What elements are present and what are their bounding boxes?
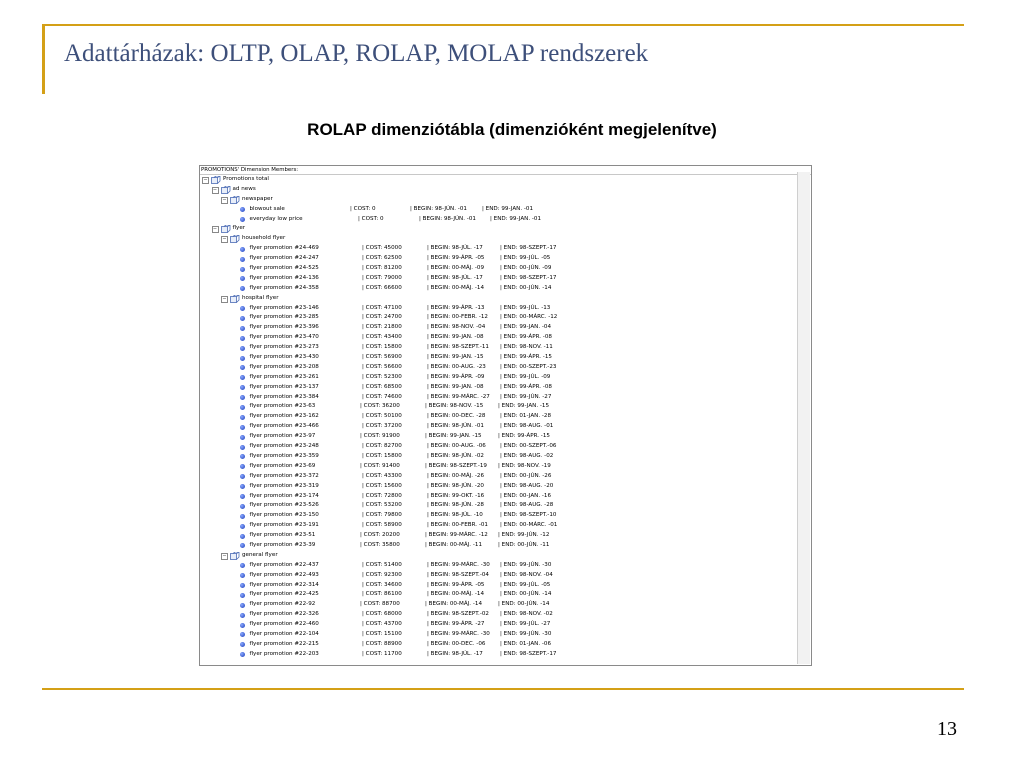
member-end-date: | END: 00-SZEPT.-06 <box>500 443 557 450</box>
member-dot-icon <box>240 445 245 450</box>
member-end-date: | END: 99-ÁPR. -15 <box>500 354 552 361</box>
member-end-date: | END: 00-MÁRC. -12 <box>500 314 558 321</box>
tree-node-label: hospital flyer <box>242 294 279 301</box>
member-label: flyer promotion #24-525 <box>249 265 319 272</box>
tree-leaf[interactable] <box>200 650 811 660</box>
member-dot-icon <box>240 276 245 281</box>
member-dot-icon <box>240 415 245 420</box>
member-dot-icon <box>240 583 245 588</box>
tree-leaf[interactable] <box>200 353 811 363</box>
member-label: flyer promotion #22-92 <box>249 601 316 608</box>
member-begin-date: | BEGIN: 00-MÁJ. -09 <box>427 265 484 272</box>
member-end-date: | END: 99-JÚN. -12 <box>498 532 550 539</box>
member-cost: | COST: 92300 <box>362 571 402 578</box>
member-cost: | COST: 53200 <box>362 502 402 509</box>
member-cost: | COST: 36200 <box>360 403 400 410</box>
tree-leaf[interactable] <box>200 313 811 323</box>
member-begin-date: | BEGIN: 00-MÁJ. -11 <box>425 541 482 548</box>
member-label: flyer promotion #22-425 <box>249 591 319 598</box>
member-cost: | COST: 66600 <box>362 284 402 291</box>
member-cost: | COST: 15100 <box>362 630 402 637</box>
member-cost: | COST: 74600 <box>362 393 402 400</box>
member-begin-date: | BEGIN: 99-JAN. -15 <box>425 433 482 440</box>
member-label: flyer promotion #23-97 <box>249 433 316 440</box>
member-begin-date: | BEGIN: 99-ÁPR. -05 <box>427 581 485 588</box>
member-begin-date: | BEGIN: 99-JAN. -08 <box>427 334 484 341</box>
member-dot-icon <box>240 543 245 548</box>
panel-scrollbar[interactable] <box>797 172 810 664</box>
tree-leaf[interactable] <box>200 521 811 531</box>
tree-leaf[interactable] <box>200 412 811 422</box>
member-dot-icon <box>240 464 245 469</box>
member-end-date: | END: 99-JAN. -15 <box>498 403 550 410</box>
tree-node[interactable] <box>200 551 811 561</box>
member-cost: | COST: 82700 <box>362 443 402 450</box>
tree-leaf[interactable] <box>200 264 811 274</box>
tree-leaf[interactable] <box>200 511 811 521</box>
member-begin-date: | BEGIN: 00-FEBR. -12 <box>427 314 488 321</box>
member-end-date: | END: 00-JÚN. -26 <box>500 472 552 479</box>
member-cost: | COST: 56900 <box>362 354 402 361</box>
tree-leaf[interactable] <box>200 343 811 353</box>
member-cost: | COST: 86100 <box>362 591 402 598</box>
tree-node-label: flyer <box>232 225 246 232</box>
member-cost: | COST: 0 <box>350 205 376 212</box>
member-end-date: | END: 98-NOV. -19 <box>498 462 551 469</box>
member-label: flyer promotion #23-319 <box>249 482 319 489</box>
tree-node[interactable] <box>200 234 811 244</box>
member-label: flyer promotion #23-174 <box>249 492 319 499</box>
member-begin-date: | BEGIN: 99-ÁPR. -27 <box>427 621 485 628</box>
member-begin-date: | BEGIN: 98-JÚN. -01 <box>419 215 476 222</box>
member-dot-icon <box>240 474 245 479</box>
member-begin-date: | BEGIN: 99-ÁPR. -13 <box>427 304 485 311</box>
page-number: 13 <box>937 718 957 740</box>
member-dot-icon <box>240 207 245 212</box>
collapse-toggle-icon[interactable]: − <box>222 236 227 243</box>
member-end-date: | END: 98-AUG. -02 <box>500 452 554 459</box>
member-cost: | COST: 56600 <box>362 363 402 370</box>
member-dot-icon <box>240 217 245 222</box>
tree-node-label: ad news <box>232 185 256 192</box>
member-end-date: | END: 98-AUG. -20 <box>500 482 554 489</box>
tree-leaf[interactable] <box>200 640 811 650</box>
member-cost: | COST: 45000 <box>362 245 402 252</box>
member-cost: | COST: 58900 <box>362 522 402 529</box>
member-dot-icon <box>240 346 245 351</box>
tree-leaf[interactable] <box>200 620 811 630</box>
member-dot-icon <box>240 385 245 390</box>
tree-leaf[interactable] <box>200 442 811 452</box>
tree-leaf[interactable] <box>200 383 811 393</box>
dimension-cube-icon <box>230 295 240 303</box>
tree-node-label: newspaper <box>242 195 273 202</box>
member-begin-date: | BEGIN: 98-SZEPT.-04 <box>427 571 489 578</box>
member-label: flyer promotion #22-437 <box>249 561 319 568</box>
member-begin-date: | BEGIN: 99-JAN. -15 <box>427 354 484 361</box>
member-label: flyer promotion #22-493 <box>249 571 319 578</box>
member-begin-date: | BEGIN: 00-MÁJ. -14 <box>427 284 484 291</box>
member-dot-icon <box>240 316 245 321</box>
member-end-date: | END: 98-NOV. -02 <box>500 611 553 618</box>
collapse-toggle-icon[interactable]: − <box>222 552 227 559</box>
member-dot-icon <box>240 484 245 489</box>
tree-node[interactable] <box>200 175 811 185</box>
tree-node[interactable] <box>200 294 811 304</box>
tree-leaf[interactable] <box>200 402 811 412</box>
tree-leaf[interactable] <box>200 304 811 314</box>
member-cost: | COST: 68500 <box>362 383 402 390</box>
member-label: flyer promotion #23-191 <box>249 522 319 529</box>
member-label: flyer promotion #22-326 <box>249 611 319 618</box>
member-label: flyer promotion #23-372 <box>249 472 319 479</box>
member-dot-icon <box>240 395 245 400</box>
member-end-date: | END: 00-JÚN. -14 <box>498 601 550 608</box>
dimension-cube-icon <box>221 186 231 194</box>
member-end-date: | END: 99-JAN. -01 <box>482 205 534 212</box>
tree-leaf[interactable] <box>200 492 811 502</box>
member-label: flyer promotion #23-150 <box>249 512 319 519</box>
member-label: everyday low price <box>249 215 303 222</box>
member-cost: | COST: 43300 <box>362 472 402 479</box>
member-label: blowout sale <box>249 205 285 212</box>
member-cost: | COST: 37200 <box>362 423 402 430</box>
member-begin-date: | BEGIN: 98-JÚN. -01 <box>410 205 467 212</box>
member-dot-icon <box>240 336 245 341</box>
member-begin-date: | BEGIN: 99-MÁRC. -27 <box>427 393 490 400</box>
member-dot-icon <box>240 326 245 331</box>
member-cost: | COST: 24700 <box>362 314 402 321</box>
member-end-date: | END: 98-SZEPT.-10 <box>500 512 557 519</box>
tree-leaf[interactable] <box>200 482 811 492</box>
member-cost: | COST: 11700 <box>362 650 402 657</box>
member-begin-date: | BEGIN: 00-MÁJ. -14 <box>427 591 484 598</box>
member-label: flyer promotion #23-466 <box>249 423 319 430</box>
tree-node-label: general flyer <box>242 551 278 558</box>
tree-leaf[interactable] <box>200 333 811 343</box>
tree-leaf[interactable] <box>200 472 811 482</box>
member-end-date: | END: 98-SZEPT.-17 <box>500 245 557 252</box>
member-dot-icon <box>240 632 245 637</box>
member-begin-date: | BEGIN: 98-JÚL. -10 <box>427 512 483 519</box>
tree-node[interactable] <box>200 185 811 195</box>
member-end-date: | END: 99-JÚL. -09 <box>500 373 551 380</box>
member-cost: | COST: 15600 <box>362 482 402 489</box>
member-begin-date: | BEGIN: 98-JÚN. -20 <box>427 482 484 489</box>
member-label: flyer promotion #24-469 <box>249 245 319 252</box>
slide-subtitle: ROLAP dimenziótábla (dimenzióként megjelenítve) <box>307 120 717 139</box>
tree-node-label: household flyer <box>242 235 286 242</box>
member-end-date: | END: 01-JAN. -06 <box>500 640 552 647</box>
member-end-date: | END: 98-SZEPT.-17 <box>500 274 557 281</box>
member-begin-date: | BEGIN: 99-MÁRC. -12 <box>425 532 488 539</box>
member-cost: | COST: 79000 <box>362 274 402 281</box>
member-label: flyer promotion #23-273 <box>249 344 319 351</box>
member-label: flyer promotion #23-208 <box>249 363 319 370</box>
member-begin-date: | BEGIN: 99-ÁPR. -09 <box>427 373 485 380</box>
tree-leaf[interactable] <box>200 452 811 462</box>
member-begin-date: | BEGIN: 98-JÚN. -28 <box>427 502 484 509</box>
member-end-date: | END: 00-MÁRC. -01 <box>500 522 558 529</box>
dimension-tree <box>200 175 811 660</box>
member-dot-icon <box>240 534 245 539</box>
member-begin-date: | BEGIN: 98-JÚN. -01 <box>427 423 484 430</box>
member-begin-date: | BEGIN: 98-JÚL. -17 <box>427 245 483 252</box>
member-end-date: | END: 99-JÚL. -13 <box>500 304 551 311</box>
dimension-cube-icon <box>230 552 240 560</box>
member-end-date: | END: 99-JÚN. -30 <box>500 630 552 637</box>
member-label: flyer promotion #23-396 <box>249 324 319 331</box>
member-begin-date: | BEGIN: 99-MÁRC. -30 <box>427 630 490 637</box>
member-cost: | COST: 15800 <box>362 452 402 459</box>
member-label: flyer promotion #22-314 <box>249 581 319 588</box>
tree-leaf[interactable] <box>200 462 811 472</box>
member-begin-date: | BEGIN: 98-NOV. -04 <box>427 324 486 331</box>
member-label: flyer promotion #23-430 <box>249 354 319 361</box>
member-begin-date: | BEGIN: 98-SZEPT.-11 <box>427 344 489 351</box>
tree-leaf[interactable] <box>200 244 811 254</box>
member-dot-icon <box>240 642 245 647</box>
member-label: flyer promotion #24-247 <box>249 255 319 262</box>
bottom-rule <box>42 688 964 690</box>
member-cost: | COST: 15800 <box>362 344 402 351</box>
tree-leaf[interactable] <box>200 501 811 511</box>
member-label: flyer promotion #22-203 <box>249 650 319 657</box>
member-end-date: | END: 98-AUG. -28 <box>500 502 554 509</box>
member-end-date: | END: 00-JAN. -16 <box>500 492 552 499</box>
member-label: flyer promotion #23-285 <box>249 314 319 321</box>
member-begin-date: | BEGIN: 00-DEC. -28 <box>427 413 486 420</box>
member-dot-icon <box>240 524 245 529</box>
member-cost: | COST: 68000 <box>362 611 402 618</box>
member-dot-icon <box>240 286 245 291</box>
member-label: flyer promotion #24-136 <box>249 274 319 281</box>
member-dot-icon <box>240 425 245 430</box>
member-dot-icon <box>240 435 245 440</box>
member-begin-date: | BEGIN: 98-SZEPT.-02 <box>427 611 489 618</box>
member-cost: | COST: 50100 <box>362 413 402 420</box>
member-cost: | COST: 62500 <box>362 255 402 262</box>
member-cost: | COST: 20200 <box>360 532 400 539</box>
member-dot-icon <box>240 405 245 410</box>
collapse-toggle-icon[interactable]: − <box>203 177 208 183</box>
member-label: flyer promotion #23-359 <box>249 452 319 459</box>
member-cost: | COST: 35800 <box>360 541 400 548</box>
member-end-date: | END: 01-JAN. -28 <box>500 413 552 420</box>
member-begin-date: | BEGIN: 00-DEC. -06 <box>427 640 486 647</box>
member-begin-date: | BEGIN: 00-FEBR. -01 <box>427 522 488 529</box>
member-dot-icon <box>240 356 245 361</box>
member-end-date: | END: 99-JÚN. -30 <box>500 561 552 568</box>
member-label: flyer promotion #24-358 <box>249 284 319 291</box>
member-end-date: | END: 00-JÚN. -09 <box>500 265 552 272</box>
member-label: flyer promotion #23-162 <box>249 413 319 420</box>
tree-leaf[interactable] <box>200 284 811 294</box>
member-label: flyer promotion #23-63 <box>249 403 316 410</box>
member-begin-date: | BEGIN: 00-MÁJ. -14 <box>425 601 482 608</box>
member-cost: | COST: 52300 <box>362 373 402 380</box>
member-label: flyer promotion #23-470 <box>249 334 319 341</box>
member-end-date: | END: 99-JAN. -04 <box>500 324 552 331</box>
member-end-date: | END: 98-NOV. -04 <box>500 571 553 578</box>
tree-leaf[interactable] <box>200 274 811 284</box>
dimension-members-panel <box>199 165 812 666</box>
member-label: flyer promotion #23-69 <box>249 462 316 469</box>
member-dot-icon <box>240 257 245 262</box>
member-end-date: | END: 98-NOV. -11 <box>500 344 553 351</box>
tree-leaf[interactable] <box>200 254 811 264</box>
member-dot-icon <box>240 267 245 272</box>
member-dot-icon <box>240 514 245 519</box>
left-accent-bar <box>42 24 45 94</box>
tree-leaf[interactable] <box>200 581 811 591</box>
member-end-date: | END: 99-ÁPR. -08 <box>500 334 552 341</box>
member-cost: | COST: 43400 <box>362 334 402 341</box>
member-end-date: | END: 00-JÚN. -14 <box>500 284 552 291</box>
member-begin-date: | BEGIN: 99-MÁRC. -30 <box>427 561 490 568</box>
tree-leaf[interactable] <box>200 323 811 333</box>
member-cost: | COST: 79800 <box>362 512 402 519</box>
member-label: flyer promotion #23-137 <box>249 383 319 390</box>
member-dot-icon <box>240 247 245 252</box>
member-end-date: | END: 99-JAN. -01 <box>490 215 542 222</box>
member-begin-date: | BEGIN: 99-OKT. -16 <box>427 492 485 499</box>
member-cost: | COST: 88700 <box>360 601 400 608</box>
member-end-date: | END: 99-ÁPR. -15 <box>498 433 550 440</box>
member-label: flyer promotion #23-51 <box>249 532 316 539</box>
member-begin-date: | BEGIN: 98-JÚN. -02 <box>427 452 484 459</box>
member-end-date: | END: 98-SZEPT.-17 <box>500 650 557 657</box>
panel-header: PROMOTIONS' Dimension Members: <box>200 166 811 175</box>
member-begin-date: | BEGIN: 98-SZEPT.-19 <box>425 462 487 469</box>
tree-leaf[interactable] <box>200 571 811 581</box>
member-label: flyer promotion #23-526 <box>249 502 319 509</box>
tree-leaf[interactable] <box>200 600 811 610</box>
tree-leaf[interactable] <box>200 561 811 571</box>
member-end-date: | END: 99-JÚL. -05 <box>500 581 551 588</box>
tree-leaf[interactable] <box>200 205 811 215</box>
tree-leaf[interactable] <box>200 590 811 600</box>
member-cost: | COST: 47100 <box>362 304 402 311</box>
member-cost: | COST: 43700 <box>362 621 402 628</box>
member-label: flyer promotion #23-146 <box>249 304 319 311</box>
member-end-date: | END: 99-JÚN. -27 <box>500 393 552 400</box>
member-begin-date: | BEGIN: 99-ÁPR. -05 <box>427 255 485 262</box>
member-dot-icon <box>240 652 245 657</box>
member-begin-date: | BEGIN: 00-AUG. -06 <box>427 443 486 450</box>
member-dot-icon <box>240 563 245 568</box>
member-begin-date: | BEGIN: 98-NOV. -15 <box>425 403 484 410</box>
member-label: flyer promotion #23-384 <box>249 393 319 400</box>
dimension-cube-icon <box>230 196 240 204</box>
tree-leaf[interactable] <box>200 432 811 442</box>
tree-leaf[interactable] <box>200 422 811 432</box>
tree-leaf[interactable] <box>200 215 811 225</box>
member-label: flyer promotion #22-215 <box>249 640 319 647</box>
member-dot-icon <box>240 613 245 618</box>
member-cost: | COST: 91900 <box>360 433 400 440</box>
member-dot-icon <box>240 603 245 608</box>
member-begin-date: | BEGIN: 00-AUG. -23 <box>427 363 486 370</box>
member-label: flyer promotion #23-39 <box>249 541 316 548</box>
tree-leaf[interactable] <box>200 393 811 403</box>
member-label: flyer promotion #22-460 <box>249 621 319 628</box>
dimension-cube-icon <box>221 225 231 233</box>
member-cost: | COST: 34600 <box>362 581 402 588</box>
member-dot-icon <box>240 306 245 311</box>
member-label: flyer promotion #23-248 <box>249 443 319 450</box>
member-dot-icon <box>240 365 245 370</box>
member-dot-icon <box>240 494 245 499</box>
member-cost: | COST: 88900 <box>362 640 402 647</box>
member-dot-icon <box>240 504 245 509</box>
tree-leaf[interactable] <box>200 363 811 373</box>
member-cost: | COST: 0 <box>358 215 384 222</box>
member-end-date: | END: 00-JÚN. -14 <box>500 591 552 598</box>
member-cost: | COST: 72800 <box>362 492 402 499</box>
tree-leaf[interactable] <box>200 531 811 541</box>
tree-leaf[interactable] <box>200 630 811 640</box>
top-rule <box>42 24 964 26</box>
member-end-date: | END: 98-AUG. -01 <box>500 423 554 430</box>
collapse-toggle-icon[interactable]: − <box>212 186 218 193</box>
member-label: flyer promotion #22-104 <box>249 630 319 637</box>
member-dot-icon <box>240 375 245 380</box>
member-end-date: | END: 99-JÚL. -27 <box>500 621 551 628</box>
member-end-date: | END: 99-ÁPR. -08 <box>500 383 552 390</box>
member-cost: | COST: 51400 <box>362 561 402 568</box>
member-dot-icon <box>240 573 245 578</box>
dimension-cube-icon <box>230 235 240 243</box>
member-begin-date: | BEGIN: 00-MÁJ. -26 <box>427 472 484 479</box>
tree-node[interactable] <box>200 224 811 234</box>
member-begin-date: | BEGIN: 98-JÚL. -17 <box>427 650 483 657</box>
member-dot-icon <box>240 623 245 628</box>
member-cost: | COST: 91400 <box>360 462 400 469</box>
collapse-toggle-icon[interactable]: − <box>222 295 227 302</box>
member-cost: | COST: 21800 <box>362 324 402 331</box>
tree-leaf[interactable] <box>200 610 811 620</box>
collapse-toggle-icon[interactable]: − <box>212 226 218 233</box>
member-dot-icon <box>240 593 245 598</box>
slide-title: Adattárházak: OLTP, OLAP, ROLAP, MOLAP rendszerek <box>64 40 649 67</box>
member-cost: | COST: 81200 <box>362 265 402 272</box>
member-end-date: | END: 99-JÚL. -05 <box>500 255 551 262</box>
member-begin-date: | BEGIN: 99-JAN. -08 <box>427 383 484 390</box>
dimension-cube-icon <box>211 176 221 184</box>
collapse-toggle-icon[interactable]: − <box>222 196 227 203</box>
member-begin-date: | BEGIN: 98-JÚL. -17 <box>427 274 483 281</box>
member-dot-icon <box>240 454 245 459</box>
member-end-date: | END: 00-JÚN. -11 <box>498 541 550 548</box>
tree-leaf[interactable] <box>200 541 811 551</box>
member-end-date: | END: 00-SZEPT.-23 <box>500 363 557 370</box>
tree-leaf[interactable] <box>200 373 811 383</box>
tree-node-label: Promotions total <box>223 176 269 182</box>
member-label: flyer promotion #23-261 <box>249 373 319 380</box>
tree-node[interactable] <box>200 195 811 205</box>
